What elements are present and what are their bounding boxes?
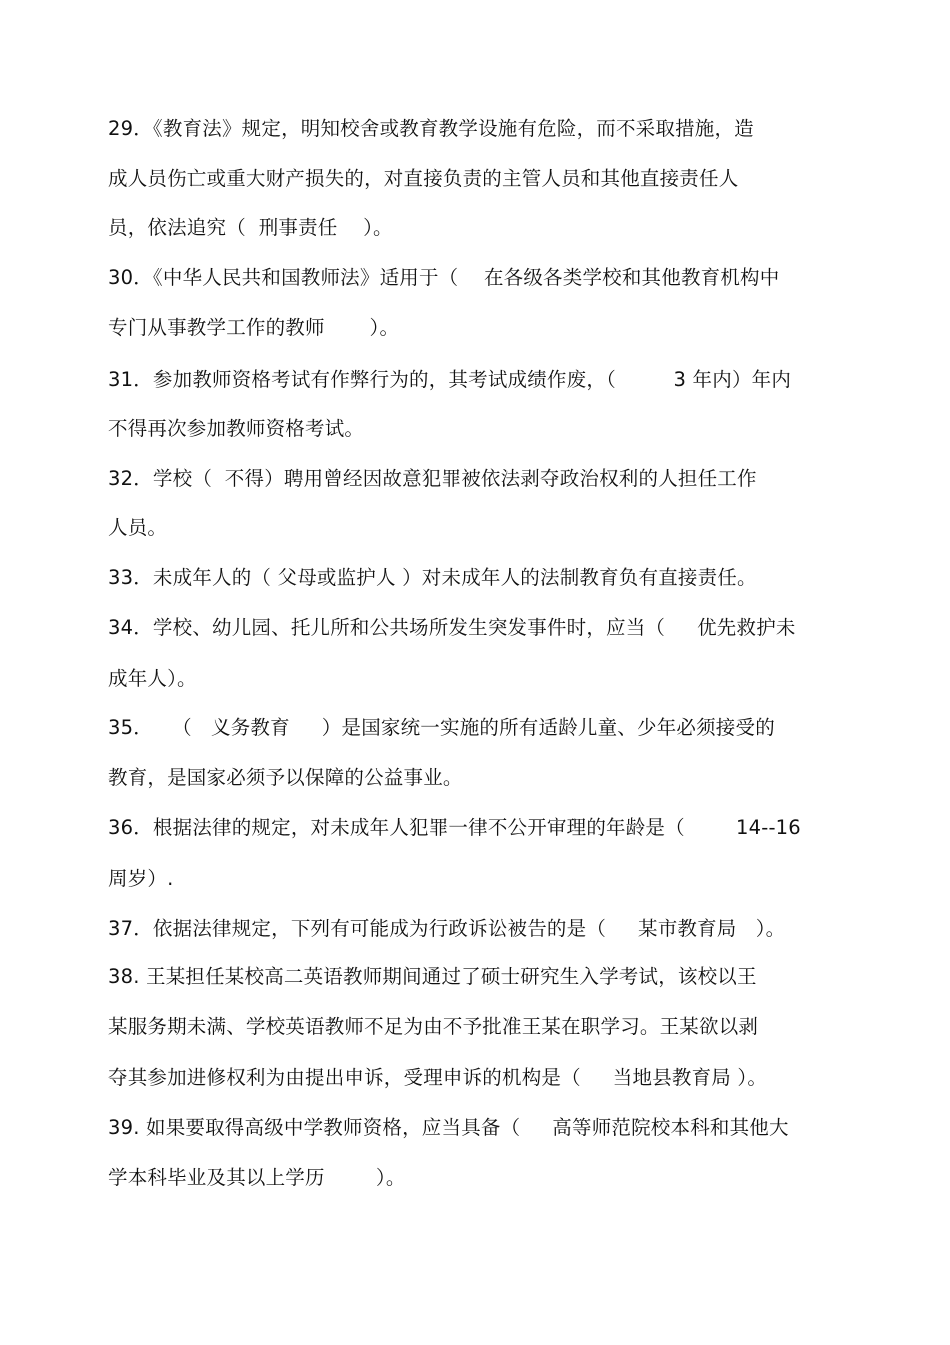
- text-line: 成人员伤亡或重大财产损失的，对直接负责的主管人员和其他直接责任人: [108, 167, 739, 190]
- text-line: 某服务期未满、学校英语教师不足为由不予批准王某在职学习。王某欲以剥: [108, 1015, 759, 1038]
- text-line: 35． （ 义务教育 ）是国家统一实施的所有适龄儿童、少年必须接受的: [108, 716, 775, 739]
- text-line: 夺其参加进修权利为由提出申诉，受理申诉的机构是（ 当地县教育局 ）。: [108, 1066, 768, 1089]
- text-line: 36．根据法律的规定，对未成年人犯罪一律不公开审理的年龄是（ 14--16: [108, 816, 801, 839]
- text-line: 39. 如果要取得高级中学教师资格，应当具备（ 高等师范院校本科和其他大: [108, 1116, 789, 1139]
- text-line: 31．参加教师资格考试有作弊行为的，其考试成绩作废，（ 3 年内）年内: [108, 368, 792, 391]
- text-line: 成年人）。: [108, 667, 197, 690]
- text-line: 专门从事教学工作的教师 ）。: [108, 316, 400, 339]
- text-line: 员，依法追究（ 刑事责任 ）。: [108, 216, 393, 239]
- text-line: 29．《教育法》规定，明知校舍或教育教学设施有危险，而不采取措施，造: [108, 117, 754, 140]
- text-line: 33．未成年人的（ 父母或监护人 ）对未成年人的法制教育负有直接责任。: [108, 566, 757, 589]
- text-line: 30．《中华人民共和国教师法》适用于（ 在各级各类学校和其他教育机构中: [108, 266, 780, 289]
- text-line: 学本科毕业及其以上学历 ）。: [108, 1166, 406, 1189]
- text-line: 38. 王某担任某校高二英语教师期间通过了硕士研究生入学考试，该校以王: [108, 965, 757, 988]
- text-line: 不得再次参加教师资格考试。: [108, 417, 365, 440]
- text-line: 人员。: [108, 516, 168, 539]
- text-line: 37．依据法律规定，下列有可能成为行政诉讼被告的是（ 某市教育局 ）。: [108, 917, 786, 940]
- text-line: 周岁）.: [108, 867, 174, 890]
- text-line: 32．学校（ 不得）聘用曾经因故意犯罪被依法剥夺政治权利的人担任工作: [108, 467, 757, 490]
- text-line: 34．学校、幼儿园、托儿所和公共场所发生突发事件时，应当（ 优先救护未: [108, 616, 796, 639]
- text-line: 教育，是国家必须予以保障的公益事业。: [108, 766, 463, 789]
